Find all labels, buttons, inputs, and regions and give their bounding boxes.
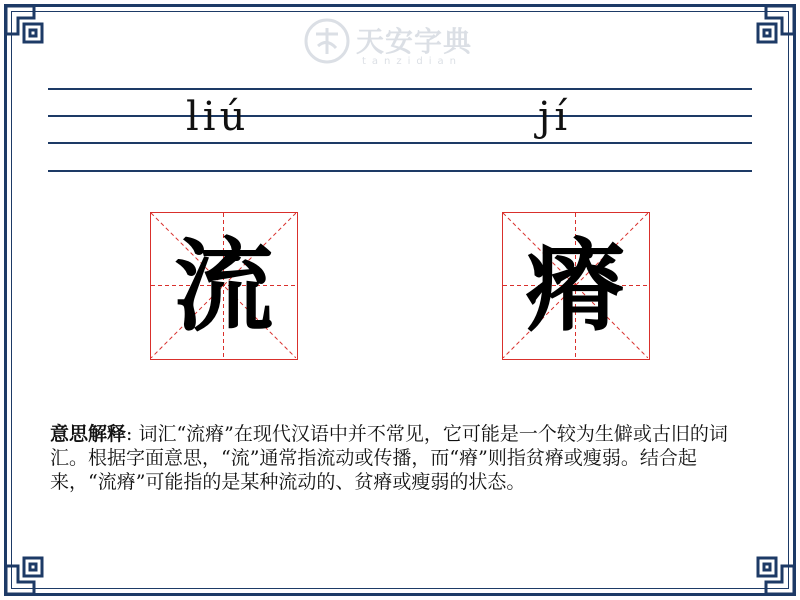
pinyin-2: jí: [538, 94, 572, 140]
meaning-label: 意思解释: [50, 423, 127, 445]
watermark: [300, 14, 500, 70]
pinyin-1: liú: [186, 94, 250, 140]
pinyin-staff: [48, 88, 752, 172]
corner-ornament-icon: [4, 552, 48, 596]
corner-ornament-icon: [752, 4, 796, 48]
character-2: 瘠: [525, 226, 626, 345]
staff-line: [48, 115, 752, 117]
staff-line: [48, 142, 752, 144]
character-box-1: [150, 212, 298, 360]
staff-line: [48, 170, 752, 172]
meaning-text: : 词汇“流瘠”在现代汉语中并不常见，它可能是一个较为生僻或古旧的词汇。根据字面意思，“流”通常指流动或传播，而“瘠”则指贫瘠或瘦弱。结合起来，“流瘠”可能指的是某种流动的、贫瘠或瘦弱的状态。: [50, 423, 728, 493]
meaning-paragraph: [50, 422, 754, 494]
staff-line: [48, 88, 752, 90]
watermark-title: 天安字典: [356, 25, 473, 58]
tanzidian-logo-icon: [304, 18, 350, 64]
corner-ornament-icon: [4, 4, 48, 48]
corner-ornament-icon: [752, 552, 796, 596]
character-box-2: [502, 212, 650, 360]
watermark-subtitle: tanzidian: [362, 56, 463, 67]
character-1: 流: [173, 226, 274, 345]
